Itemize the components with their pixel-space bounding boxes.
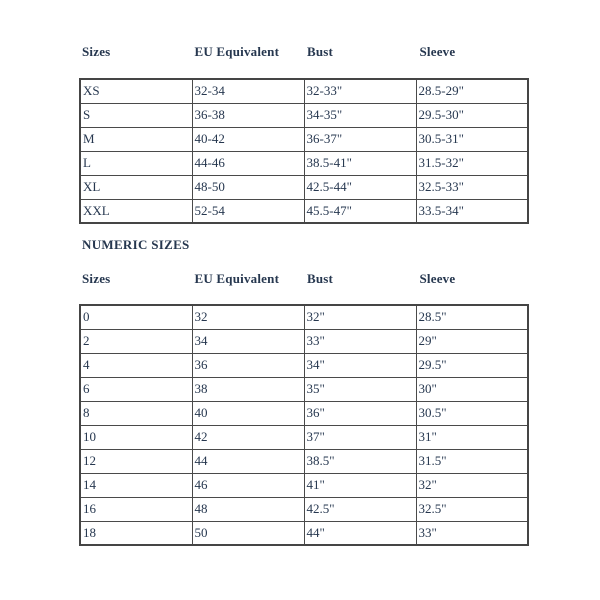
table-cell: 33.5-34": [416, 199, 528, 223]
table-cell: XXL: [80, 199, 192, 223]
table-cell: 32: [192, 305, 304, 329]
column-header-eu-equivalent: EU Equivalent: [194, 271, 280, 286]
table-cell: 37": [304, 425, 416, 449]
table-cell: 44": [304, 521, 416, 545]
table-cell: 35": [304, 377, 416, 401]
table-cell: 32": [304, 305, 416, 329]
table-row: [80, 401, 528, 425]
letter-table-column-headers: [79, 45, 529, 59]
table-cell: 2: [80, 329, 192, 353]
table-cell: 8: [80, 401, 192, 425]
table-cell: 34-35": [304, 103, 416, 127]
table-cell: 40: [192, 401, 304, 425]
table-cell: 36-38: [192, 103, 304, 127]
letter-sizes-table: [79, 78, 529, 224]
table-cell: 30.5": [416, 401, 528, 425]
column-header-eu-equivalent: EU Equivalent: [194, 44, 280, 59]
table-cell: XS: [80, 79, 192, 103]
table-cell: 36: [192, 353, 304, 377]
table-cell: 38.5-41": [304, 151, 416, 175]
table-cell: 32.5-33": [416, 175, 528, 199]
numeric-sizes-table: [79, 304, 529, 546]
table-cell: 52-54: [192, 199, 304, 223]
table-cell: 14: [80, 473, 192, 497]
table-row: [80, 199, 528, 223]
table-cell: 12: [80, 449, 192, 473]
column-header-sizes: Sizes: [82, 271, 111, 286]
table-cell: 32.5": [416, 497, 528, 521]
table-cell: 46: [192, 473, 304, 497]
table-cell: 36": [304, 401, 416, 425]
table-row: [80, 449, 528, 473]
table-row: [80, 329, 528, 353]
numeric-sizes-heading: NUMERIC SIZES: [82, 237, 190, 252]
table-cell: 44: [192, 449, 304, 473]
table-cell: 42.5-44": [304, 175, 416, 199]
column-header-bust: Bust: [307, 44, 334, 59]
table-cell: 42: [192, 425, 304, 449]
table-cell: 31.5-32": [416, 151, 528, 175]
table-cell: 45.5-47": [304, 199, 416, 223]
table-row: [80, 79, 528, 103]
table-cell: XL: [80, 175, 192, 199]
table-cell: 32-34: [192, 79, 304, 103]
table-cell: 29": [416, 329, 528, 353]
table-row: [80, 151, 528, 175]
column-header-bust: Bust: [307, 271, 334, 286]
table-cell: 29.5": [416, 353, 528, 377]
table-cell: 41": [304, 473, 416, 497]
table-cell: 29.5-30": [416, 103, 528, 127]
table-cell: 0: [80, 305, 192, 329]
table-cell: 44-46: [192, 151, 304, 175]
table-cell: 10: [80, 425, 192, 449]
table-row: [80, 103, 528, 127]
table-cell: 34": [304, 353, 416, 377]
table-cell: 31": [416, 425, 528, 449]
table-row: [80, 305, 528, 329]
table-cell: 42.5": [304, 497, 416, 521]
table-cell: 30.5-31": [416, 127, 528, 151]
table-cell: L: [80, 151, 192, 175]
column-header-sizes: Sizes: [82, 44, 111, 59]
table-cell: 34: [192, 329, 304, 353]
table-row: [80, 175, 528, 199]
table-row: [80, 127, 528, 151]
table-cell: 30": [416, 377, 528, 401]
table-row: [80, 521, 528, 545]
table-cell: 18: [80, 521, 192, 545]
table-cell: 38.5": [304, 449, 416, 473]
table-cell: 33": [416, 521, 528, 545]
table-cell: 33": [304, 329, 416, 353]
table-cell: 32-33": [304, 79, 416, 103]
table-cell: 48: [192, 497, 304, 521]
table-cell: 16: [80, 497, 192, 521]
table-cell: 36-37": [304, 127, 416, 151]
table-cell: 31.5": [416, 449, 528, 473]
column-header-sleeve: Sleeve: [419, 44, 456, 59]
table-row: [80, 473, 528, 497]
table-cell: 38: [192, 377, 304, 401]
table-cell: 50: [192, 521, 304, 545]
table-row: [80, 425, 528, 449]
table-cell: M: [80, 127, 192, 151]
table-cell: 48-50: [192, 175, 304, 199]
table-cell: 28.5-29": [416, 79, 528, 103]
numeric-table-column-headers: [79, 272, 529, 286]
table-cell: 32": [416, 473, 528, 497]
table-cell: 40-42: [192, 127, 304, 151]
table-row: [80, 353, 528, 377]
table-row: [80, 497, 528, 521]
column-header-sleeve: Sleeve: [419, 271, 456, 286]
table-cell: 4: [80, 353, 192, 377]
table-row: [80, 377, 528, 401]
table-cell: 28.5": [416, 305, 528, 329]
table-cell: S: [80, 103, 192, 127]
table-cell: 6: [80, 377, 192, 401]
